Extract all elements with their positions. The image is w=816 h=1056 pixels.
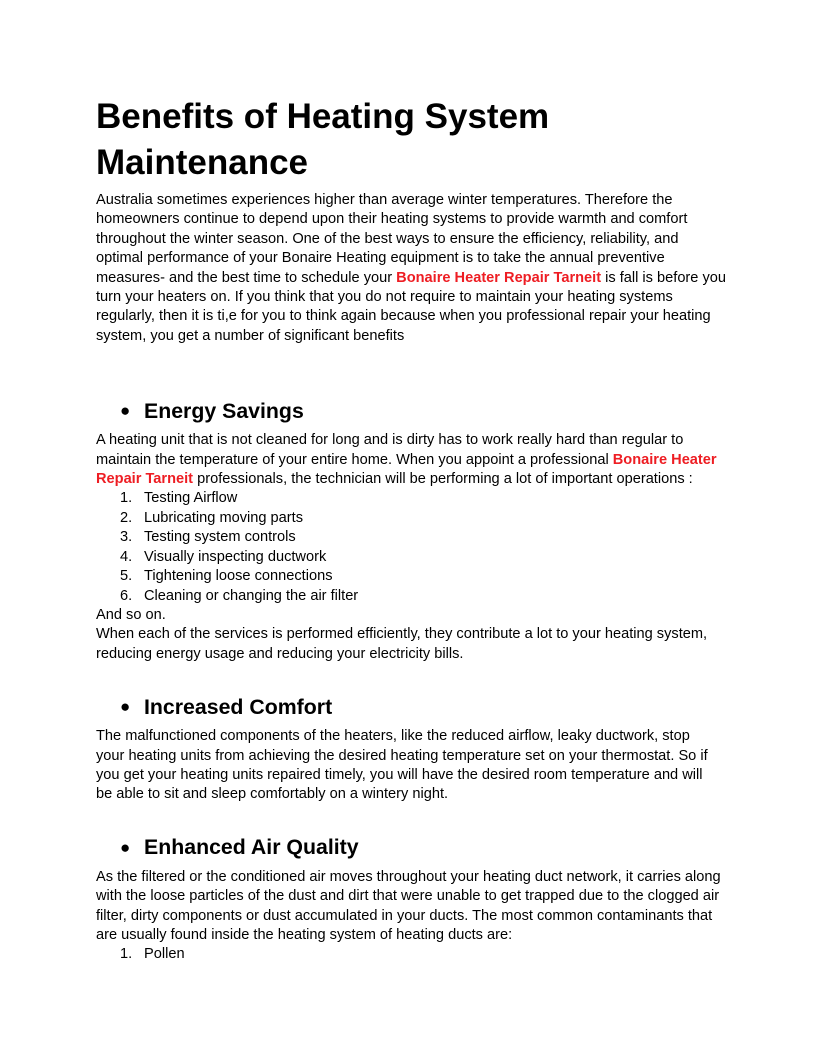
intro-link[interactable]: Bonaire Heater Repair Tarneit xyxy=(396,269,602,286)
energy-text-a: A heating unit that is not cleaned for long and is dirty has to work really hard than regular to maintain the temperature of your entire home. When you appoint a professional xyxy=(96,432,684,468)
list-text: Testing system controls xyxy=(144,529,296,546)
energy-link[interactable]: Bonaire Heater Repair Tarneit xyxy=(96,451,717,488)
list-number: 2. xyxy=(120,509,133,526)
list-text: Cleaning or changing the air filter xyxy=(144,587,359,604)
list-number: 6. xyxy=(120,587,133,604)
heading-air-text: Enhanced Air Quality xyxy=(144,835,359,860)
list-number: 1. xyxy=(120,946,133,963)
heading-increased-comfort xyxy=(120,693,726,721)
list-number: 1. xyxy=(120,490,133,507)
list-item xyxy=(96,945,726,964)
list-text: Tightening loose connections xyxy=(144,568,333,585)
list-number: 3. xyxy=(120,529,133,546)
title-line-2: Maintenance xyxy=(96,143,308,182)
heading-energy-savings xyxy=(120,397,726,425)
title-line-1: Benefits of Heating System xyxy=(96,97,550,136)
list-text: Pollen xyxy=(144,946,185,963)
energy-paragraph xyxy=(96,431,722,489)
contaminants-list xyxy=(96,945,726,964)
energy-operations-list xyxy=(96,489,726,605)
energy-text-b: professionals, the technician will be performing a lot of important operations : xyxy=(193,471,693,488)
heading-comfort-text: Increased Comfort xyxy=(144,694,333,719)
intro-text-b: is fall is before you turn your heaters on. If you think that you do not require to maintain your heating systems regularly, then it is ti,e for you to think again because when you professional repair your heating system, you get a number of significant benefits xyxy=(96,269,726,344)
intro-paragraph xyxy=(96,191,726,346)
bullet-icon: ● xyxy=(120,697,131,717)
list-item xyxy=(96,567,726,586)
list-text: Lubricating moving parts xyxy=(144,509,303,526)
energy-conclusion: When each of the services is performed efficiently, they contribute a lot to your heating system, reducing energy usage and reducing your electricity bills. xyxy=(96,626,708,662)
list-item xyxy=(96,489,726,508)
intro-text-a: Australia sometimes experiences higher than average winter temperatures. Therefore the homeowners continue to depend upon their heating systems to provide warmth and comfort throughout the winter season. One of the best ways to ensure the efficiency, reliability, and optimal performance of your Bonaire Heating equipment is to take the annual preventive measures- and the best time to schedule your xyxy=(96,192,688,286)
list-text: Testing Airflow xyxy=(144,490,238,507)
heading-enhanced-air-quality xyxy=(120,834,726,862)
list-text: Visually inspecting ductwork xyxy=(144,548,327,565)
bullet-icon: ● xyxy=(120,837,131,857)
list-item xyxy=(96,509,726,528)
list-item xyxy=(96,528,726,547)
list-number: 4. xyxy=(120,548,133,565)
energy-after-list: And so on. xyxy=(96,606,166,623)
list-item xyxy=(96,587,726,606)
heading-energy-text: Energy Savings xyxy=(144,398,304,423)
air-paragraph: As the filtered or the conditioned air moves throughout your heating duct network, it carries along with the loose particles of the dust and dirt that were unable to get trapped due to the clogged air filter, dirty components or dust accumulated in your ducts. The most common contaminants that are usually found inside the heating system of heating ducts are: xyxy=(96,868,721,943)
list-item xyxy=(96,548,726,567)
bullet-icon: ● xyxy=(120,401,131,421)
list-number: 5. xyxy=(120,568,133,585)
comfort-paragraph: The malfunctioned components of the heaters, like the reduced airflow, leaky ductwork, stop your heating units from achieving the desired heating temperature set on your thermostat. So if you get your heating units repaired timely, you will have the desired room temperature and will be able to sit and sleep comfortably on a wintery night. xyxy=(96,728,708,803)
page-title xyxy=(96,94,726,186)
